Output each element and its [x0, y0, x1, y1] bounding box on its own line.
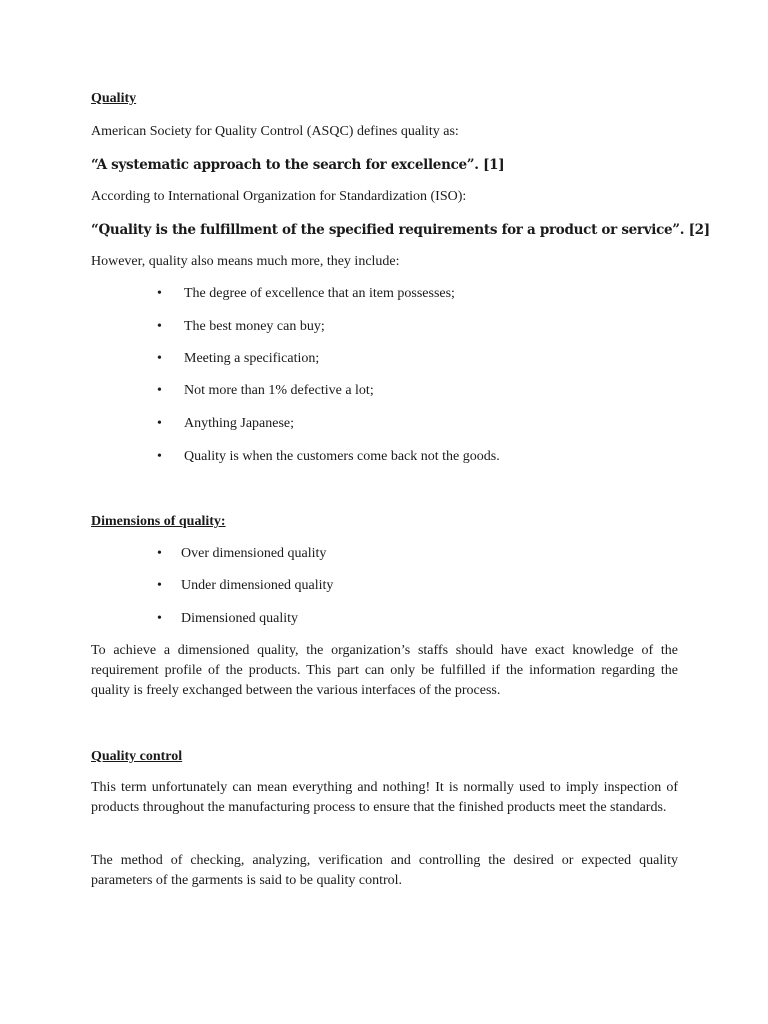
quality-control-heading: Quality control [91, 749, 183, 764]
bullet: • [157, 611, 162, 626]
quality-heading: Quality [91, 91, 137, 106]
bullet: • [157, 546, 162, 561]
list-item-text: Anything Japanese; [184, 416, 295, 431]
bullet: • [157, 351, 162, 366]
bullet: • [157, 286, 162, 301]
bullet: • [157, 416, 162, 431]
quality-control-paragraph-2: The method of checking, analyzing, verification and controlling the desired or expected quality parameters of the garments is said to be quality control. [91, 853, 678, 888]
list-item-text: Dimensioned quality [181, 611, 299, 626]
also-means-intro: However, quality also means much more, they include: [91, 254, 400, 269]
bullet: • [157, 449, 162, 464]
dimensions-paragraph: To achieve a dimensioned quality, the organization’s staffs should have exact knowledge of the requirement profile of the products. This part can only be fulfilled if the information regarding the quality is freely exchanged between the various interfaces of the process. [91, 643, 678, 698]
dimensions-heading: Dimensions of quality: [91, 514, 226, 529]
list-item-text: The best money can buy; [184, 319, 325, 334]
bullet: • [157, 383, 162, 398]
list-item-text: Not more than 1% defective a lot; [184, 383, 374, 398]
iso-intro: According to International Organization for Standardization (ISO): [91, 189, 467, 204]
asqc-intro: American Society for Quality Control (ASQC) defines quality as: [91, 124, 459, 139]
quality-control-paragraph-1: This term unfortunately can mean everything and nothing! It is normally used to imply inspection of products throughout the manufacturing process to ensure that the finished products meet the standards. [91, 780, 678, 815]
list-item-text: The degree of excellence that an item possesses; [184, 286, 455, 301]
bullet: • [157, 319, 162, 334]
list-item-text: Under dimensioned quality [181, 578, 334, 593]
list-item-text: Over dimensioned quality [181, 546, 327, 561]
bullet: • [157, 578, 162, 593]
list-item-text: Meeting a specification; [184, 351, 320, 366]
iso-quote: “Quality is the fulfillment of the specified requirements for a product or service”. [2] [91, 222, 710, 238]
asqc-quote: “A systematic approach to the search for excellence”. [1] [91, 157, 505, 173]
list-item-text: Quality is when the customers come back not the goods. [184, 449, 500, 464]
